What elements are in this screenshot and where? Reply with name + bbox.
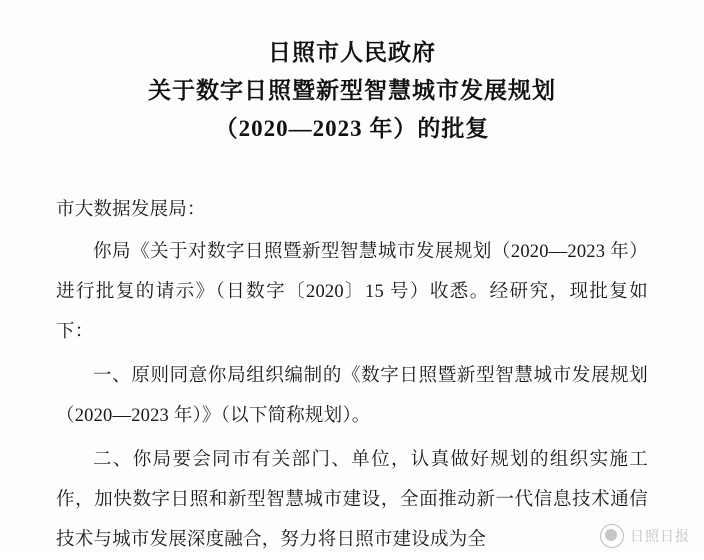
page-bottom-edge [0,552,704,558]
watermark [600,524,690,548]
document-title [0,0,704,148]
salutation: 市大数据发展局： [56,200,206,220]
paragraph-2: 一、原则同意你局组织编制的《数字日照暨新型智慧城市发展规划（2020—2023 年）》（以下简称规划）。 [56,366,648,426]
circle-logo-icon [600,524,624,548]
watermark-label: 日照日报 [630,528,690,544]
title-line-1: 日照市人民政府 [268,40,436,65]
title-line-2: 关于数字日照暨新型智慧城市发展规划 [148,78,556,103]
paragraph-1: 你局《关于对数字日照暨新型智慧城市发展规划（2020—2023 年）进行批复的请示》（日数字〔2020〕15 号）收悉。经研究，现批复如下： [56,242,648,342]
paragraph-3: 二、你局要会同市有关部门、单位，认真做好规划的组织实施工作，加快数字日照和新型智慧城市建设，全面推动新一代信息技术通信技术与城市发展深度融合，努力将日照市建设成为全 [56,450,648,550]
document-body [0,190,704,560]
title-line-3: （2020—2023 年）的批复 [214,116,490,141]
